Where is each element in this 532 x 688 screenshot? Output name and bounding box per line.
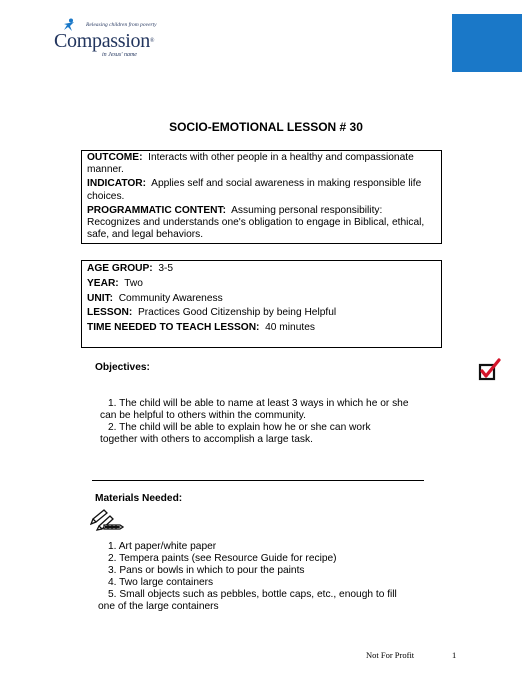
outcome-text: Interacts with other people in a healthy and compassionate manner. bbox=[87, 152, 414, 176]
time-value: 40 minutes bbox=[265, 322, 315, 334]
indicator-text: Applies self and social awareness in making responsible life choices. bbox=[87, 178, 422, 202]
age-label: AGE GROUP: bbox=[87, 263, 153, 274]
unit-label: UNIT: bbox=[87, 292, 114, 304]
age-line bbox=[87, 263, 436, 275]
lesson-label: LESSON: bbox=[87, 307, 133, 319]
pencil-crayon-icon bbox=[90, 507, 124, 531]
compassion-logo bbox=[52, 22, 162, 67]
lesson-line bbox=[87, 307, 436, 319]
unit-line bbox=[87, 293, 436, 305]
year-line bbox=[87, 278, 436, 290]
outcome-label: OUTCOME: bbox=[87, 152, 143, 163]
content-line bbox=[87, 205, 436, 242]
materials-heading: Materials Needed: bbox=[95, 493, 183, 504]
list-item-continuation: one of the large containers bbox=[98, 601, 219, 613]
unit-value: Community Awareness bbox=[118, 292, 223, 304]
list-item-continuation: can be helpful to others within the community. bbox=[100, 410, 306, 421]
logo-wordmark: Compassion® bbox=[54, 30, 155, 52]
age-value: 3-5 bbox=[158, 263, 174, 274]
lesson-value: Practices Good Citizenship by being Helpful bbox=[137, 307, 337, 319]
brand-color-block bbox=[452, 14, 522, 72]
indicator-label: INDICATOR: bbox=[87, 178, 147, 190]
page-number: 1 bbox=[452, 650, 457, 660]
time-line bbox=[87, 322, 436, 334]
section-divider bbox=[92, 480, 424, 481]
materials-list bbox=[98, 541, 428, 613]
content-label: PROGRAMMATIC CONTENT: bbox=[87, 204, 227, 216]
indicator-line bbox=[87, 178, 436, 202]
list-item: 5. Small objects such as pebbles, bottle caps, etc., enough to fill bbox=[108, 589, 397, 601]
lesson-info-box bbox=[81, 260, 442, 348]
objectives-heading: Objectives: bbox=[95, 362, 150, 373]
page-title: SOCIO-EMOTIONAL LESSON # 30 bbox=[169, 120, 363, 134]
list-item: 1. The child will be able to name at least 3 ways in which he or she bbox=[108, 398, 409, 409]
logo-subline: in Jesus' name bbox=[102, 52, 137, 58]
list-item: 1. Art paper/white paper bbox=[108, 541, 217, 552]
content-text: Assuming personal responsibility: Recognizes and understands one's obligation to engage in Biblical, ethical, safe, and legal behaviors. bbox=[87, 204, 425, 241]
list-item: 3. Pans or bowls in which to pour the paints bbox=[108, 565, 305, 577]
list-item: 2. Tempera paints (see Resource Guide for recipe) bbox=[108, 553, 337, 565]
list-item-continuation: together with others to accomplish a large task. bbox=[100, 434, 313, 445]
time-label: TIME NEEDED TO TEACH LESSON: bbox=[87, 322, 260, 334]
objectives-list bbox=[100, 398, 428, 446]
list-item: 2. The child will be able to explain how he or she can work bbox=[108, 422, 371, 433]
outcome-line bbox=[87, 152, 436, 176]
list-item: 4. Two large containers bbox=[108, 577, 214, 589]
checkbox-check-icon bbox=[478, 358, 502, 382]
logo-tagline: Releasing children from poverty bbox=[86, 22, 157, 28]
year-label: YEAR: bbox=[87, 277, 119, 289]
year-value: Two bbox=[124, 277, 143, 289]
outcome-box bbox=[81, 150, 442, 244]
footer-note: Not For Profit bbox=[366, 650, 415, 660]
